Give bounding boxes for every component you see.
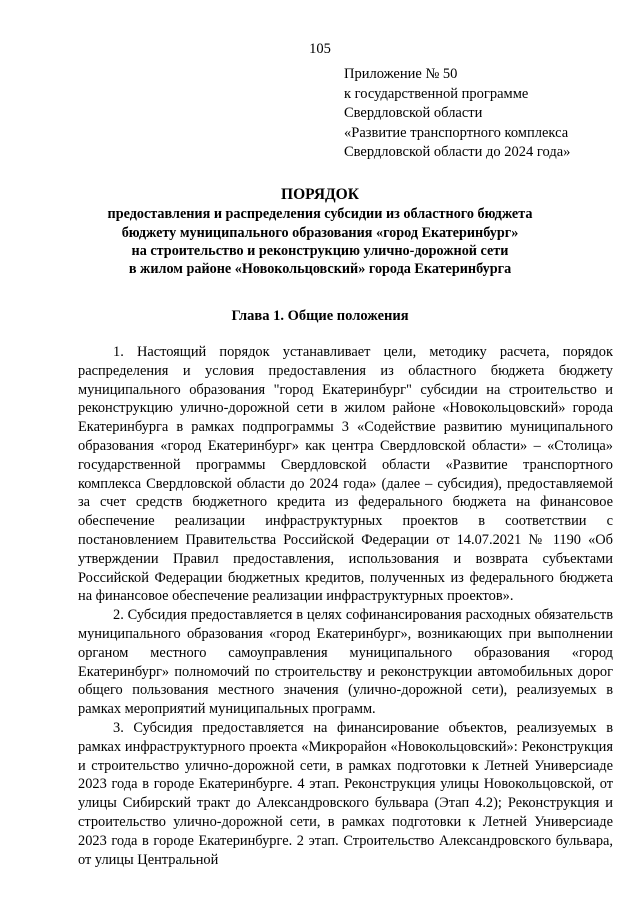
appendix-line: Свердловской области [344, 105, 483, 121]
paragraph: 3. Субсидия предоставляется на финансирование объектов, реализуемых в рамках инфраструктурного проекта «Микрорайон «Новокольцовский»: Реконструкция и строительство улично-дорожной сети, в рамках подготовки к Летней Универсиаде 2023 года в городе Екатеринбурге. 4 этап. Реконструкция улицы Новокольцовской, от улицы Сибирский тракт до Александровского бульвара (Этап 4.2); Реконструкция и строительство улично-дорожной сети, в рамках подготовки к Летней Универсиаде 2023 года в городе Екатеринбурге. 2 этап. Строительство Александровского бульвара, от улицы Центральной [78, 719, 613, 868]
appendix-line: Приложение № 50 [344, 66, 458, 82]
paragraph: 2. Субсидия предоставляется в целях софинансирования расходных обязательств муниципального образования «город Екатеринбург», возникающих при выполнении органом местного самоуправления муниципального образования «город Екатеринбург» полномочий по строительству и реконструкции автомобильных дорог общего пользования местного значения (улично-дорожной сети), реализуемых в рамках мероприятий муниципальных программ. [78, 607, 613, 718]
title-main: ПОРЯДОК [281, 186, 359, 203]
appendix-block [344, 65, 570, 163]
title-line: предоставления и распределения субсидии из областного бюджета [107, 206, 533, 223]
document-title [0, 186, 640, 278]
appendix-line: к государственной программе [344, 85, 529, 102]
title-line: бюджету муниципального образования «город Екатеринбург» [121, 224, 519, 241]
title-line: на строительство и реконструкцию улично-дорожной сети [131, 242, 509, 259]
appendix-line: Свердловской области до 2024 года» [344, 144, 571, 160]
paragraph: 1. Настоящий порядок устанавливает цели, методику расчета, порядок распределения и условия предоставления из областного бюджета бюджету муниципального образования "город Екатеринбург" субсидии на строительство и реконструкцию улично-дорожной сети в жилом районе «Новокольцовский» города Екатеринбурга в рамках подпрограммы 3 «Содействие развитию муниципального образования «город Екатеринбург» как центра Свердловской области» – «Столица» государственной программы Свердловской области «Развитие транспортного комплекса Свердловской области до 2024 года» (далее – субсидия), предоставляемой за счет средств бюджетного кредита из федерального бюджета на финансовое обеспечение реализации инфраструктурных проектов в соответствии с постановлением Правительства Российской Федерации от 14.07.2021 № 1190 «Об утверждении Правил предоставления, использования и возврата субъектами Российской Федерации бюджетных кредитов, полученных из федерального бюджета на финансовое обеспечение реализации инфраструктурных проектов». [78, 344, 613, 605]
page-number: 105 [309, 41, 331, 57]
chapter-heading: Глава 1. Общие положения [231, 308, 409, 324]
appendix-line: «Развитие транспортного комплекса [344, 124, 569, 141]
title-line: в жилом районе «Новокольцовский» города Екатеринбурга [128, 261, 512, 278]
body-text [78, 343, 613, 869]
